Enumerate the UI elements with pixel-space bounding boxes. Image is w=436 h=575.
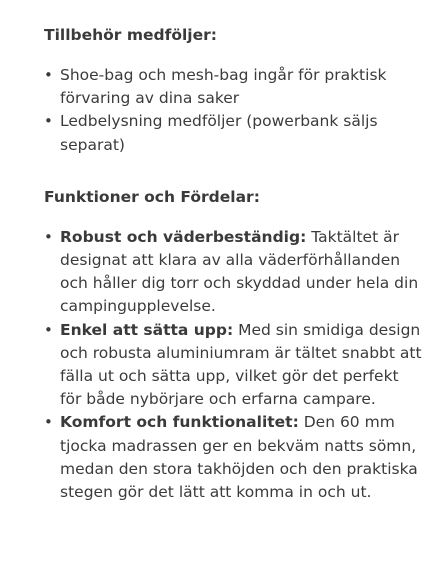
list-item [44,64,424,110]
product-description [44,0,424,504]
feature-text: Taktältet är designat att klara av alla väderförhållanden och håller dig torr och skyddad under hela din campingupplevelse. [60,227,419,316]
bullet-icon: • [44,227,53,246]
feature-text: Den 60 mm tjocka madrassen ger en bekväm natts sömn, medan den stora takhöjden och den praktiska stegen gör det lätt att komma in och ut. [60,413,418,502]
feature-label: Enkel att sätta upp: [60,320,234,339]
list-item [44,226,424,319]
list-item [44,411,424,504]
feature-label: Komfort och funktionalitet: [60,413,299,432]
bullet-icon: • [44,112,53,131]
bullet-icon: • [44,320,53,339]
bullet-icon: • [44,413,53,432]
feature-text: Med sin smidiga design och robusta aluminiumram är tältet snabbt att fälla ut och sätta upp, vilket gör det perfekt för både nybörjare och erfarna campare. [60,320,422,409]
list-item [44,110,424,156]
features-list [44,226,424,504]
accessories-list [44,64,424,157]
list-item-text: Shoe-bag och mesh-bag ingår för praktisk förvaring av dina saker [60,66,387,108]
section-heading-features: Funktioner och Fördelar: [44,187,260,206]
list-item-text: Ledbelysning medföljer (powerbank säljs separat) [60,112,378,154]
list-item [44,319,424,412]
bullet-icon: • [44,66,53,84]
section-heading-accessories: Tillbehör medföljer: [44,26,217,44]
feature-label: Robust och väderbeständig: [60,227,307,246]
